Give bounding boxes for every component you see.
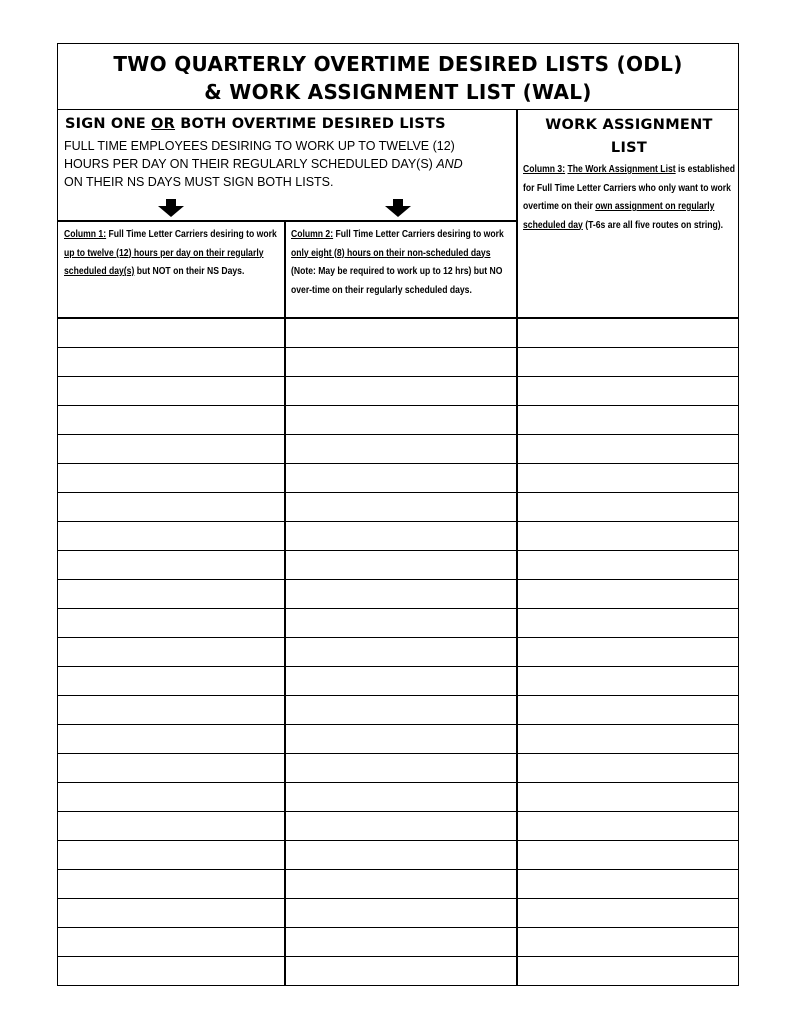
column-3-label: Column 3: xyxy=(523,163,566,175)
signature-row-line xyxy=(58,463,738,464)
signature-row-line xyxy=(58,724,738,725)
signature-row-line xyxy=(58,956,738,957)
arrow-down-icon xyxy=(385,199,411,217)
signature-row-line xyxy=(58,927,738,928)
column-1-text-end: but NOT on their NS Days. xyxy=(134,265,245,277)
signature-row-line xyxy=(58,608,738,609)
wal-heading xyxy=(518,114,740,160)
signature-row-line xyxy=(58,550,738,551)
column-1-description xyxy=(64,225,284,281)
signature-row-line xyxy=(58,376,738,377)
column-1-emphasis: up to twelve (12) hours per day on their regularly scheduled day(s) xyxy=(64,246,264,277)
column-3-list-name: The Work Assignment List xyxy=(567,163,676,175)
column-1-label: Column 1: xyxy=(64,228,107,240)
signature-row-line xyxy=(58,347,738,348)
column-2-emphasis: only eight (8) hours on their non-scheduled days xyxy=(291,246,491,259)
signature-row-line xyxy=(58,405,738,406)
column-3-text: is established for Full Time Letter Carriers who only want to work overtime on their xyxy=(523,163,735,212)
signature-row-line xyxy=(58,579,738,580)
odl-instructions-line-3: ON THEIR NS DAYS MUST SIGN BOTH LISTS. xyxy=(64,175,334,189)
column-2-label: Column 2: xyxy=(291,228,334,240)
odl-instructions-line-2 xyxy=(64,155,512,173)
wal-heading-line-1: WORK ASSIGNMENT xyxy=(545,117,713,133)
column-3-emphasis: own assignment on regularly scheduled day xyxy=(523,200,715,231)
signature-row-line xyxy=(58,521,738,522)
odl-instructions-line-1: FULL TIME EMPLOYEES DESIRING TO WORK UP TO TWELVE (12) xyxy=(64,139,455,153)
signature-row-line xyxy=(58,869,738,870)
odl-instructions-line-2-text: HOURS PER DAY ON THEIR REGULARLY SCHEDULED DAY(S) xyxy=(64,157,437,171)
signature-row-line xyxy=(58,695,738,696)
signature-row-line xyxy=(58,492,738,493)
signature-row-line xyxy=(58,811,738,812)
column-2-description xyxy=(291,225,516,299)
signature-row-line xyxy=(58,666,738,667)
odl-instructions xyxy=(64,137,512,191)
wal-heading-line-2: LIST xyxy=(610,140,648,156)
column-2-text: Full Time Letter Carriers desiring to work xyxy=(333,228,504,240)
signature-row-line xyxy=(58,434,738,435)
odl-wal-form xyxy=(57,43,739,986)
divider-odl-wal xyxy=(516,110,518,985)
column-2-text-end: (Note: May be required to work up to 12 hrs) but NO over-time on their regularly scheduled days. xyxy=(291,265,503,296)
odl-heading-after: BOTH OVERTIME DESIRED LISTS xyxy=(175,116,446,132)
signature-row-line xyxy=(58,637,738,638)
title-line-2: & WORK ASSIGNMENT LIST (WAL) xyxy=(204,80,592,104)
signature-row-line xyxy=(58,782,738,783)
title-line-1: TWO QUARTERLY OVERTIME DESIRED LISTS (ODL) xyxy=(113,52,683,76)
column-3-description xyxy=(523,160,738,234)
odl-heading xyxy=(65,116,515,132)
odl-heading-or: OR xyxy=(151,116,176,132)
signature-row-line xyxy=(58,898,738,899)
divider-odl-columns xyxy=(58,220,516,222)
signature-row-line xyxy=(58,840,738,841)
divider-col1-col2 xyxy=(284,220,286,985)
odl-heading-before: SIGN ONE xyxy=(65,116,152,132)
column-1-text: Full Time Letter Carriers desiring to work xyxy=(106,228,277,240)
arrow-down-icon xyxy=(158,199,184,217)
divider-header-rows xyxy=(58,317,738,319)
column-3-text-end: (T-6s are all five routes on string). xyxy=(582,218,724,231)
form-title xyxy=(58,44,738,110)
signature-row-line xyxy=(58,753,738,754)
odl-instructions-and: AND xyxy=(436,157,463,171)
